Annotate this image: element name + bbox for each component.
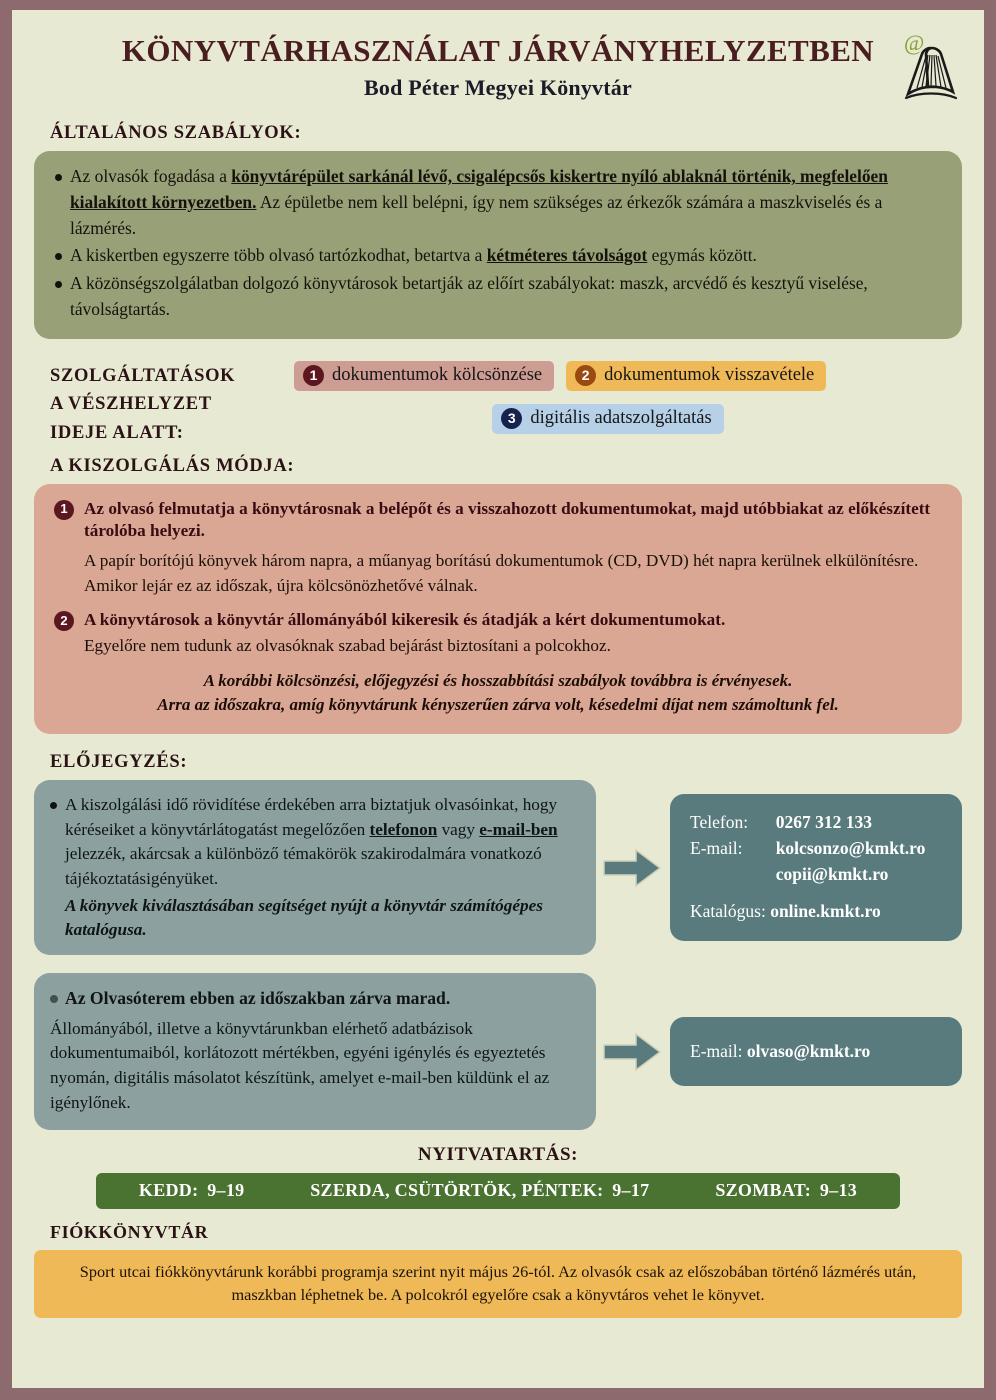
list-item — [54, 164, 942, 241]
opening-hours-time-1: 9–19 — [207, 1179, 245, 1200]
service-method-item-2-sub: Egyelőre nem tudunk az olvasóknak szabad bejárást biztosítani a polcokhoz. — [84, 635, 611, 655]
badge-number-1: 1 — [54, 500, 74, 520]
service-method-item-1 — [54, 498, 942, 600]
reading-room-contact-box — [670, 1017, 962, 1087]
badge-number-3: 3 — [501, 408, 522, 429]
service-method-item-1-sub: A papír borítójú könyvek három napra, a műanyag borítású dokumentumok (CD, DVD) hét napra kerülnek elkülönítésre. Amikor lejár ez az időszak, újra kölcsönözhetővé válnak. — [84, 551, 919, 596]
service-method-note-line-2: Arra az időszakra, amíg könyvtárunk kényszerűen zárva volt, késedelmi díjat nem számoltunk fel. — [157, 695, 839, 715]
reservation-mid: vagy — [437, 819, 480, 839]
branch-library-heading: FIÓKKÖNYVTÁR — [50, 1221, 209, 1242]
reservation-italic-note: A könyvek kiválasztásában segítséget nyújt a könyvtár számítógépes katalógusa. — [65, 895, 543, 939]
reservation-heading: ELŐJEGYZÉS: — [50, 751, 188, 772]
opening-hours-entry-3 — [715, 1180, 857, 1201]
reservation-row — [34, 780, 962, 956]
contact-catalog-value[interactable]: online.kmkt.ro — [770, 901, 881, 922]
list-item — [50, 793, 578, 942]
service-pill-digital[interactable] — [492, 404, 723, 434]
contact-catalog-label: Katalógus: — [690, 901, 766, 922]
reservation-link-phone: telefonon — [369, 819, 438, 839]
rule-1-before: Az olvasók fogadása a — [70, 166, 232, 187]
contact-box — [670, 794, 962, 941]
opening-hours-entry-2 — [310, 1180, 649, 1201]
service-method-item-2 — [54, 609, 942, 658]
badge-number-1: 1 — [303, 365, 324, 386]
contact-phone-value: 0267 312 133 — [775, 811, 872, 832]
reading-room-text-block — [34, 973, 596, 1129]
service-pill-return[interactable] — [566, 361, 826, 391]
contact-email-value-1[interactable]: kolcsonzo@kmkt.ro — [775, 837, 926, 858]
service-method-block — [34, 484, 962, 734]
opening-hours-title: NYITVATARTÁS: — [417, 1143, 579, 1165]
service-pill-return-label: dokumentumok visszavétele — [604, 364, 815, 385]
service-method-heading: A KISZOLGÁLÁS MÓDJA: — [50, 455, 295, 476]
contact-email-value-2[interactable]: copii@kmkt.ro — [775, 863, 889, 884]
rule-1-underlined: könyvtárépület sarkánál lévő, csigalépcsős kiskertre nyíló ablaknál történik, megfelelően kialakított környezetben. — [70, 166, 888, 212]
reading-room-head: Az Olvasóterem ebben az időszakban zárva marad. — [50, 986, 578, 1011]
reading-room-row — [34, 973, 962, 1129]
right-arrow-icon — [602, 1029, 664, 1075]
general-rules-block — [34, 151, 962, 339]
rule-2-before: A kiskertben egyszerre több olvasó tartózkodhat, betartva a — [70, 245, 487, 266]
service-method-item-2-lead: A könyvtárosok a könyvtár állományából kikeresik és átadják a kért dokumentumokat. — [84, 610, 726, 630]
reading-room-body: Állományából, illetve a könyvtárunkban elérhető adatbázisok dokumentumaiból, korlátozott mértékben, egyéni igénylés és egyeztetés nyomán, digitális másolatot készítünk, amelyet e-mail-ben küldünk el az igénylőnek. — [50, 1018, 550, 1112]
services-label-line-3: IDEJE ALATT: — [50, 422, 184, 443]
services-label-line-2: A VÉSZHELYZET — [50, 394, 212, 415]
service-method-note — [54, 669, 942, 718]
opening-hours-days-2: SZERDA, CSÜTÖRTÖK, PÉNTEK: — [310, 1179, 604, 1200]
right-arrow-icon — [602, 845, 664, 891]
opening-hours-days-1: KEDD: — [138, 1179, 199, 1200]
page-subtitle: Bod Péter Megyei Könyvtár — [364, 75, 632, 101]
rule-2-underlined: kétméteres távolságot — [486, 245, 648, 266]
opening-hours-days-3: SZOMBAT: — [715, 1179, 812, 1200]
opening-hours-bar — [96, 1173, 900, 1209]
general-rules-heading: ÁLTALÁNOS SZABÁLYOK: — [50, 123, 302, 144]
opening-hours-time-3: 9–13 — [819, 1179, 858, 1200]
services-pills — [294, 361, 962, 448]
rule-1-after: Az épületbe nem kell belépni, így nem szükséges az érkezők számára a maszkviselés és a lázmérés. — [70, 191, 883, 238]
contact-email-label: E-mail: — [690, 837, 743, 858]
contact-phone-label: Telefon: — [690, 811, 749, 832]
service-pill-lending[interactable] — [294, 361, 554, 391]
services-label-line-1: SZOLGÁLTATÁSOK — [50, 365, 236, 386]
list-item — [54, 271, 942, 323]
branch-library-box: Sport utcai fiókkönyvtárunk korábbi programja szerint nyit május 26-tól. Az olvasók csak az előszobában történő lázmérés után, maszkban léphetnek be. A polcokról egyelőre csak a könyvtáros vehet le könyvet. — [34, 1250, 962, 1318]
service-pill-lending-label: dokumentumok kölcsönzése — [332, 364, 543, 385]
list-item — [54, 243, 942, 269]
reservation-body-before: A kiszolgálási idő rövidítése érdekében arra biztatjuk olvasóinkat, hogy kéréseiket a könyvtárlátogatást megelőzően — [65, 794, 558, 839]
services-label — [34, 361, 294, 448]
svg-text:@: @ — [904, 30, 925, 55]
reservation-text-block — [34, 780, 596, 956]
services-section — [34, 361, 962, 448]
poster-sheet — [12, 10, 984, 1388]
reservation-link-email: e-mail-ben — [479, 819, 558, 839]
opening-hours-entry-1 — [139, 1180, 245, 1201]
reservation-body-after: jelezzék, akárcsak a különböző témakörök szakirodalmára vonatkozó tájékoztatásigényüket. — [65, 844, 542, 889]
service-method-item-1-lead: Az olvasó felmutatja a könyvtárosnak a belépőt és a visszahozott dokumentumokat, majd utóbbiakat az előkészített tárolóba helyezi. — [84, 498, 931, 540]
rule-2-after: egymás között. — [647, 245, 757, 266]
open-book-at-symbol-logo-icon — [896, 28, 966, 108]
poster-header — [34, 28, 962, 101]
opening-hours-time-2: 9–17 — [612, 1179, 650, 1200]
service-pill-digital-label: digitális adatszolgáltatás — [530, 407, 712, 428]
badge-number-2: 2 — [575, 365, 596, 386]
badge-number-2: 2 — [54, 611, 74, 631]
page-title: KÖNYVTÁRHASZNÁLAT JÁRVÁNYHELYZETBEN — [121, 33, 875, 68]
rule-3-text: A közönségszolgálatban dolgozó könyvtárosok betartják az előírt szabályokat: maszk, arcvédő és kesztyű viselése, távolságtartás. — [70, 273, 868, 319]
service-method-note-line-1: A korábbi kölcsönzési, előjegyzési és hosszabbítási szabályok továbbra is érvényesek. — [203, 670, 793, 690]
reading-room-email-label: E-mail: — [690, 1040, 743, 1061]
reading-room-email-value[interactable]: olvaso@kmkt.ro — [746, 1040, 871, 1061]
